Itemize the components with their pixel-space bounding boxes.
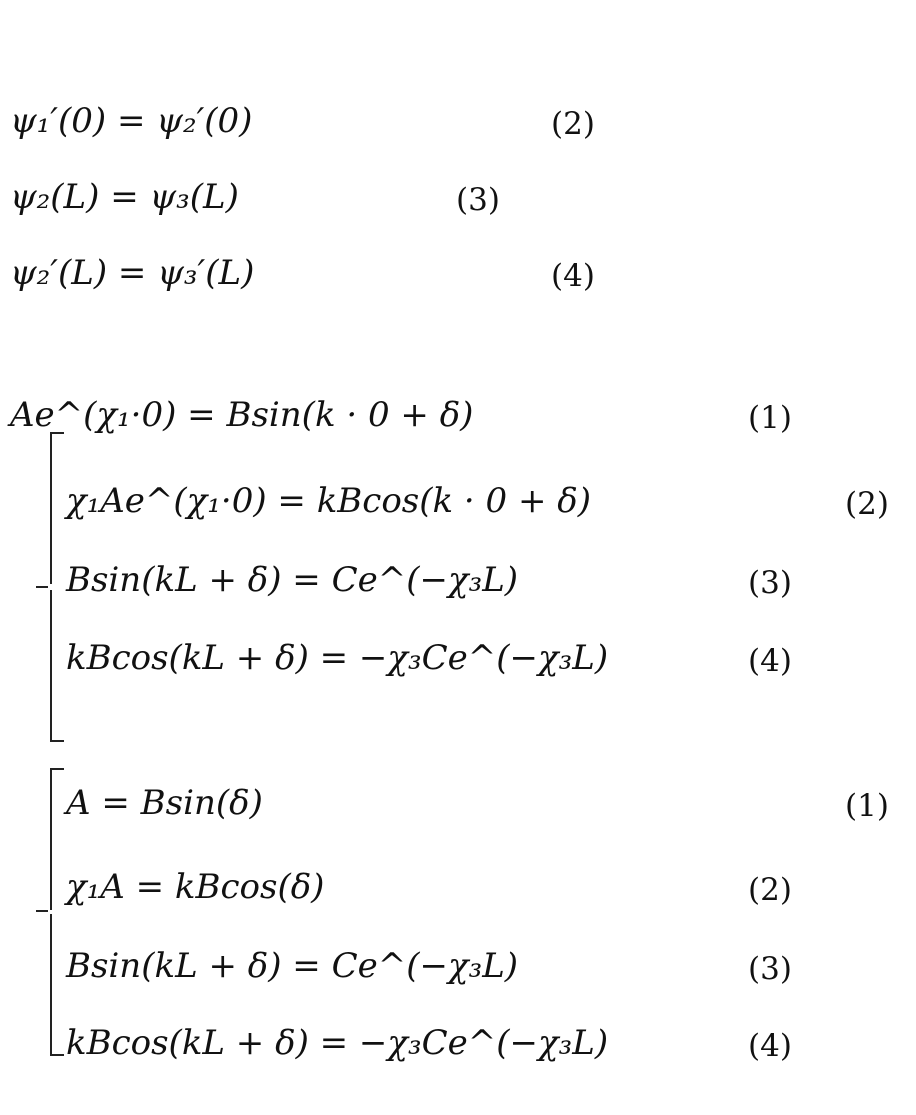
system-two-equation-1: A = Bsin(δ)	[66, 783, 263, 823]
equation-number: (1)	[748, 400, 792, 436]
system-one-equation-2: χ₁Ae^(χ₁·0) = kBcos(k · 0 + δ)	[66, 481, 592, 521]
equation-number: (3)	[456, 182, 500, 218]
equation-number: (4)	[748, 1028, 792, 1064]
system-one-equation-1: Ae^(χ₁·0) = Bsin(k · 0 + δ)	[10, 395, 474, 435]
equation-number: (2)	[748, 872, 792, 908]
equation-number: (4)	[551, 258, 595, 294]
equation-psi2-prime-L: ψ₂′(L) = ψ₃′(L)	[10, 253, 255, 293]
equation-number: (1)	[845, 788, 889, 824]
equation-psi1-prime-0: ψ₁′(0) = ψ₂′(0)	[10, 101, 253, 141]
system-one-equation-4: kBcos(kL + δ) = −χ₃Ce^(−χ₃L)	[66, 638, 609, 678]
system-one-brace-tip	[36, 586, 48, 588]
system-two-equation-2: χ₁A = kBcos(δ)	[66, 867, 325, 907]
equation-number: (2)	[551, 106, 595, 142]
system-two-brace-lower	[50, 914, 64, 1056]
system-two-brace-upper	[50, 768, 64, 910]
equation-number: (4)	[748, 643, 792, 679]
system-one-brace-upper	[50, 432, 64, 584]
system-two-equation-3: Bsin(kL + δ) = Ce^(−χ₃L)	[66, 946, 519, 986]
system-two-brace-tip	[36, 910, 48, 912]
equation-psi2-L: ψ₂(L) = ψ₃(L)	[10, 177, 239, 217]
system-one-equation-3: Bsin(kL + δ) = Ce^(−χ₃L)	[66, 560, 519, 600]
equation-number: (2)	[845, 486, 889, 522]
equation-number: (3)	[748, 565, 792, 601]
equation-number: (3)	[748, 951, 792, 987]
system-one-brace-lower	[50, 590, 64, 742]
system-two-equation-4: kBcos(kL + δ) = −χ₃Ce^(−χ₃L)	[66, 1023, 609, 1063]
